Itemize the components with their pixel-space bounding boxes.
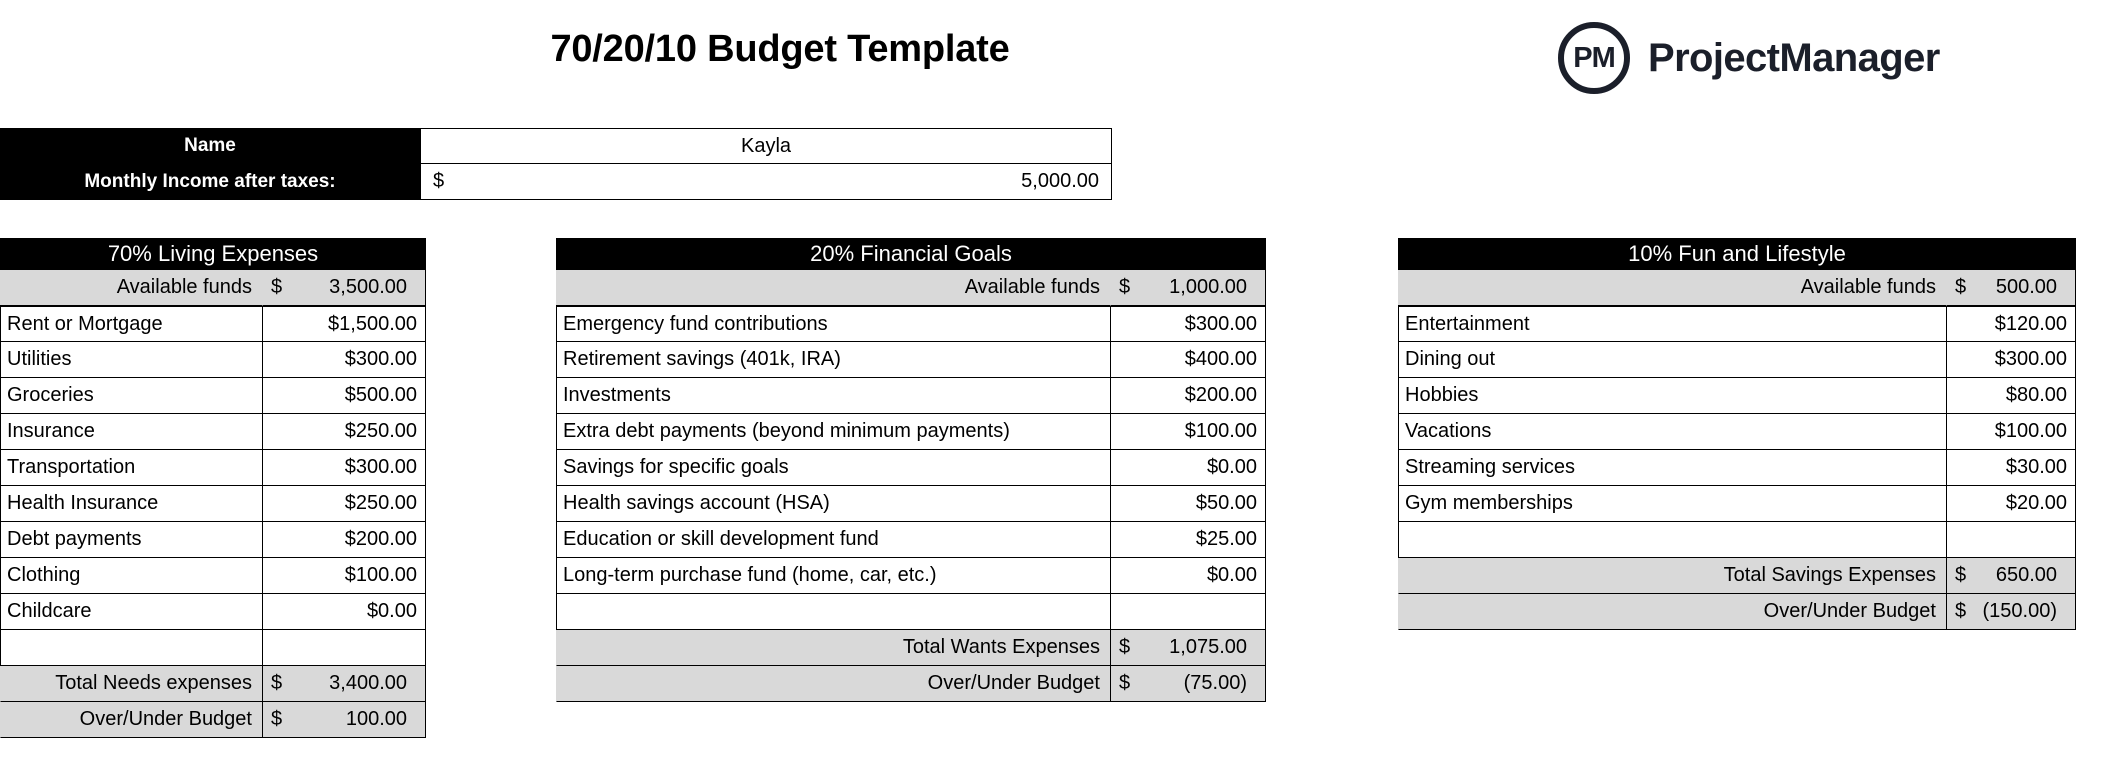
total-row (0, 666, 426, 702)
table-row (1398, 450, 2076, 486)
available-funds-row (0, 270, 426, 306)
available-funds-value: $ 500.00 (1946, 270, 2076, 306)
available-funds-value: $ 3,500.00 (262, 270, 426, 306)
expense-label[interactable]: Utilities (0, 342, 262, 378)
over-under-budget-label: Over/Under Budget (0, 702, 262, 738)
available-funds-row (1398, 270, 2076, 306)
expense-amount[interactable]: $120.00 (1946, 306, 2076, 342)
expense-label[interactable]: Entertainment (1398, 306, 1946, 342)
income-currency-symbol: $ (433, 170, 445, 192)
table-financial-goals (556, 238, 1266, 702)
expense-amount[interactable]: $250.00 (262, 486, 426, 522)
expense-label[interactable]: Savings for specific goals (556, 450, 1110, 486)
name-row (0, 128, 1112, 164)
table-row (0, 306, 426, 342)
expense-amount[interactable]: $50.00 (1110, 486, 1266, 522)
over-under-budget-value: $ (75.00) (1110, 666, 1266, 702)
table-title-needs: 70% Living Expenses (0, 238, 426, 270)
expense-amount[interactable]: $0.00 (1110, 450, 1266, 486)
pm-monogram-text: PM (1573, 41, 1615, 74)
expense-amount[interactable]: $100.00 (1110, 414, 1266, 450)
expense-amount[interactable] (1110, 594, 1266, 630)
expense-label[interactable]: Investments (556, 378, 1110, 414)
expense-label[interactable]: Transportation (0, 450, 262, 486)
expense-amount[interactable]: $100.00 (1946, 414, 2076, 450)
income-label: Monthly Income after taxes: (0, 164, 420, 200)
over-under-budget-row (0, 702, 426, 738)
expense-amount[interactable]: $80.00 (1946, 378, 2076, 414)
expense-label[interactable]: Gym memberships (1398, 486, 1946, 522)
expense-label[interactable]: Vacations (1398, 414, 1946, 450)
expense-amount[interactable]: $200.00 (1110, 378, 1266, 414)
expense-label[interactable]: Clothing (0, 558, 262, 594)
income-input[interactable] (420, 164, 1112, 200)
identity-block (0, 128, 1112, 200)
expense-amount[interactable]: $300.00 (1110, 306, 1266, 342)
over-under-budget-row (556, 666, 1266, 702)
table-row (0, 378, 426, 414)
table-row (556, 306, 1266, 342)
available-funds-label: Available funds (0, 270, 262, 306)
pm-monogram-icon (1558, 22, 1630, 94)
blank-row (556, 594, 1266, 630)
expense-label[interactable]: Hobbies (1398, 378, 1946, 414)
total-value: $ 650.00 (1946, 558, 2076, 594)
expense-label[interactable]: Groceries (0, 378, 262, 414)
expense-label[interactable]: Retirement savings (401k, IRA) (556, 342, 1110, 378)
table-fun-lifestyle (1398, 238, 2076, 630)
expense-label[interactable]: Debt payments (0, 522, 262, 558)
expense-amount[interactable]: $300.00 (262, 450, 426, 486)
expense-label[interactable]: Childcare (0, 594, 262, 630)
total-label: Total Savings Expenses (1398, 558, 1946, 594)
expense-amount[interactable]: $1,500.00 (262, 306, 426, 342)
income-row (0, 164, 1112, 200)
expense-label[interactable]: Health Insurance (0, 486, 262, 522)
expense-amount[interactable]: $300.00 (1946, 342, 2076, 378)
available-funds-label: Available funds (556, 270, 1110, 306)
expense-label[interactable] (556, 594, 1110, 630)
table-row (556, 450, 1266, 486)
table-row (0, 594, 426, 630)
table-row (0, 342, 426, 378)
total-row (1398, 558, 2076, 594)
expense-amount[interactable]: $20.00 (1946, 486, 2076, 522)
expense-label[interactable]: Dining out (1398, 342, 1946, 378)
over-under-budget-label: Over/Under Budget (1398, 594, 1946, 630)
total-label: Total Needs expenses (0, 666, 262, 702)
projectmanager-logo (1558, 22, 1940, 94)
expense-label[interactable]: Extra debt payments (beyond minimum payments) (556, 414, 1110, 450)
table-row (0, 450, 426, 486)
expense-amount[interactable]: $400.00 (1110, 342, 1266, 378)
over-under-budget-value: $ 100.00 (262, 702, 426, 738)
expense-amount[interactable]: $250.00 (262, 414, 426, 450)
table-title-fun: 10% Fun and Lifestyle (1398, 238, 2076, 270)
expense-amount[interactable] (1946, 522, 2076, 558)
expense-label[interactable]: Emergency fund contributions (556, 306, 1110, 342)
total-row (556, 630, 1266, 666)
total-value: $ 1,075.00 (1110, 630, 1266, 666)
expense-amount[interactable]: $300.00 (262, 342, 426, 378)
expense-amount[interactable]: $0.00 (262, 594, 426, 630)
page-title: 70/20/10 Budget Template (550, 28, 1010, 70)
available-funds-row (556, 270, 1266, 306)
table-title-wants: 20% Financial Goals (556, 238, 1266, 270)
expense-label[interactable] (1398, 522, 1946, 558)
expense-label[interactable]: Long-term purchase fund (home, car, etc.) (556, 558, 1110, 594)
table-row (556, 414, 1266, 450)
expense-amount[interactable]: $25.00 (1110, 522, 1266, 558)
table-row (1398, 486, 2076, 522)
brand-name: ProjectManager (1648, 35, 1940, 80)
table-row (0, 558, 426, 594)
expense-label[interactable]: Education or skill development fund (556, 522, 1110, 558)
table-living-expenses (0, 238, 426, 738)
table-row (556, 558, 1266, 594)
expense-amount[interactable]: $100.00 (262, 558, 426, 594)
total-value: $ 3,400.00 (262, 666, 426, 702)
expense-amount[interactable]: $30.00 (1946, 450, 2076, 486)
table-row (556, 486, 1266, 522)
income-amount: 5,000.00 (1021, 170, 1099, 192)
expense-amount[interactable]: $500.00 (262, 378, 426, 414)
blank-row (0, 630, 426, 666)
expense-label[interactable]: Insurance (0, 414, 262, 450)
over-under-budget-row (1398, 594, 2076, 630)
expense-label[interactable]: Streaming services (1398, 450, 1946, 486)
table-row (556, 342, 1266, 378)
expense-amount[interactable]: $200.00 (262, 522, 426, 558)
table-row (0, 414, 426, 450)
table-row (1398, 342, 2076, 378)
table-row (1398, 378, 2076, 414)
name-label: Name (0, 128, 420, 164)
available-funds-label: Available funds (1398, 270, 1946, 306)
table-row (1398, 306, 2076, 342)
over-under-budget-value: $ (150.00) (1946, 594, 2076, 630)
table-row (556, 522, 1266, 558)
name-input[interactable]: Kayla (420, 128, 1112, 164)
table-row (0, 486, 426, 522)
table-row (0, 522, 426, 558)
page-header (0, 0, 2106, 128)
expense-amount[interactable]: $0.00 (1110, 558, 1266, 594)
total-label: Total Wants Expenses (556, 630, 1110, 666)
table-row (1398, 414, 2076, 450)
over-under-budget-label: Over/Under Budget (556, 666, 1110, 702)
blank-row (1398, 522, 2076, 558)
expense-label[interactable] (0, 630, 262, 666)
expense-label[interactable]: Rent or Mortgage (0, 306, 262, 342)
expense-label[interactable]: Health savings account (HSA) (556, 486, 1110, 522)
available-funds-value: $ 1,000.00 (1110, 270, 1266, 306)
table-row (556, 378, 1266, 414)
expense-amount[interactable] (262, 630, 426, 666)
